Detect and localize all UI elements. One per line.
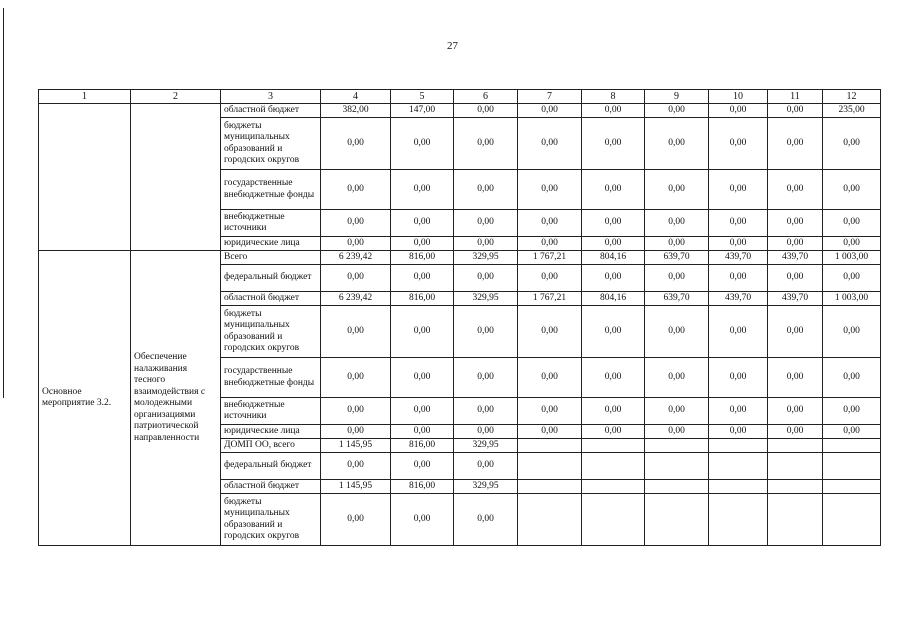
event-name-cell: Основное мероприятие 3.2. bbox=[39, 251, 131, 546]
funding-source-cell: федеральный бюджет bbox=[221, 265, 321, 292]
event-description-cell: Обеспечение налаживания тесного взаимодействия с молодежными организациями патриотической направленности bbox=[131, 251, 221, 546]
header-row bbox=[39, 90, 881, 104]
empty-cell bbox=[582, 480, 645, 494]
amount-cell: 0,00 bbox=[709, 210, 768, 237]
amount-cell: 0,00 bbox=[645, 210, 709, 237]
amount-cell: 0,00 bbox=[709, 425, 768, 439]
funding-source-cell: Всего bbox=[221, 251, 321, 265]
amount-cell: 1 003,00 bbox=[823, 251, 881, 265]
amount-cell: 804,16 bbox=[582, 292, 645, 306]
empty-cell bbox=[709, 480, 768, 494]
amount-cell: 0,00 bbox=[823, 398, 881, 425]
amount-cell: 329,95 bbox=[454, 292, 518, 306]
funding-source-cell: бюджеты муниципальных образований и городских округов bbox=[221, 494, 321, 546]
amount-cell: 0,00 bbox=[454, 494, 518, 546]
amount-cell: 0,00 bbox=[518, 265, 582, 292]
page-number: 27 bbox=[447, 40, 458, 52]
amount-cell: 0,00 bbox=[645, 425, 709, 439]
funding-source-cell: областной бюджет bbox=[221, 104, 321, 118]
amount-cell: 639,70 bbox=[645, 292, 709, 306]
amount-cell: 0,00 bbox=[321, 306, 391, 358]
amount-cell: 0,00 bbox=[582, 237, 645, 251]
amount-cell: 816,00 bbox=[391, 292, 454, 306]
empty-cell bbox=[823, 439, 881, 453]
amount-cell: 329,95 bbox=[454, 251, 518, 265]
amount-cell: 0,00 bbox=[768, 306, 823, 358]
funding-source-cell: федеральный бюджет bbox=[221, 453, 321, 480]
amount-cell: 0,00 bbox=[454, 237, 518, 251]
amount-cell: 0,00 bbox=[645, 237, 709, 251]
column-header: 7 bbox=[518, 90, 582, 104]
amount-cell: 0,00 bbox=[391, 494, 454, 546]
amount-cell: 0,00 bbox=[518, 358, 582, 398]
amount-cell: 0,00 bbox=[823, 237, 881, 251]
amount-cell: 0,00 bbox=[645, 358, 709, 398]
amount-cell: 0,00 bbox=[454, 398, 518, 425]
empty-cell bbox=[582, 453, 645, 480]
amount-cell: 0,00 bbox=[321, 398, 391, 425]
funding-source-cell: юридические лица bbox=[221, 425, 321, 439]
amount-cell: 439,70 bbox=[709, 292, 768, 306]
amount-cell: 439,70 bbox=[709, 251, 768, 265]
column-header: 2 bbox=[131, 90, 221, 104]
empty-cell bbox=[823, 453, 881, 480]
table-body bbox=[39, 104, 881, 546]
amount-cell: 0,00 bbox=[709, 265, 768, 292]
amount-cell: 816,00 bbox=[391, 439, 454, 453]
funding-source-cell: внебюджетные источники bbox=[221, 210, 321, 237]
amount-cell: 0,00 bbox=[709, 398, 768, 425]
amount-cell: 0,00 bbox=[454, 265, 518, 292]
amount-cell: 0,00 bbox=[321, 494, 391, 546]
column-header: 10 bbox=[709, 90, 768, 104]
amount-cell: 0,00 bbox=[582, 118, 645, 170]
amount-cell: 0,00 bbox=[768, 104, 823, 118]
amount-cell: 0,00 bbox=[518, 237, 582, 251]
amount-cell: 804,16 bbox=[582, 251, 645, 265]
amount-cell: 0,00 bbox=[768, 425, 823, 439]
amount-cell: 0,00 bbox=[454, 104, 518, 118]
amount-cell: 0,00 bbox=[391, 358, 454, 398]
amount-cell: 6 239,42 bbox=[321, 251, 391, 265]
amount-cell: 0,00 bbox=[823, 118, 881, 170]
amount-cell: 1 003,00 bbox=[823, 292, 881, 306]
funding-source-cell: внебюджетные источники bbox=[221, 398, 321, 425]
amount-cell: 0,00 bbox=[518, 210, 582, 237]
column-header: 11 bbox=[768, 90, 823, 104]
empty-cell bbox=[823, 494, 881, 546]
amount-cell: 439,70 bbox=[768, 292, 823, 306]
amount-cell: 0,00 bbox=[768, 358, 823, 398]
amount-cell: 0,00 bbox=[321, 118, 391, 170]
amount-cell: 0,00 bbox=[391, 425, 454, 439]
amount-cell: 0,00 bbox=[823, 358, 881, 398]
amount-cell: 0,00 bbox=[391, 237, 454, 251]
amount-cell: 0,00 bbox=[768, 118, 823, 170]
amount-cell: 0,00 bbox=[582, 170, 645, 210]
amount-cell: 0,00 bbox=[582, 425, 645, 439]
amount-cell: 0,00 bbox=[518, 170, 582, 210]
table-row bbox=[39, 251, 881, 265]
empty-cell bbox=[645, 494, 709, 546]
empty-cell bbox=[823, 480, 881, 494]
amount-cell: 0,00 bbox=[391, 118, 454, 170]
column-header: 6 bbox=[454, 90, 518, 104]
amount-cell: 0,00 bbox=[768, 398, 823, 425]
amount-cell: 0,00 bbox=[321, 170, 391, 210]
empty-cell bbox=[518, 480, 582, 494]
amount-cell: 0,00 bbox=[391, 398, 454, 425]
empty-cell bbox=[645, 453, 709, 480]
amount-cell: 0,00 bbox=[518, 306, 582, 358]
amount-cell: 0,00 bbox=[823, 210, 881, 237]
left-margin-line bbox=[3, 8, 4, 398]
empty-cell bbox=[518, 439, 582, 453]
funding-source-cell: государственные внебюджетные фонды bbox=[221, 358, 321, 398]
budget-table bbox=[38, 89, 881, 546]
amount-cell: 0,00 bbox=[582, 398, 645, 425]
amount-cell: 147,00 bbox=[391, 104, 454, 118]
column-header: 5 bbox=[391, 90, 454, 104]
amount-cell: 0,00 bbox=[454, 170, 518, 210]
amount-cell: 0,00 bbox=[582, 210, 645, 237]
amount-cell: 0,00 bbox=[645, 170, 709, 210]
amount-cell: 0,00 bbox=[391, 306, 454, 358]
amount-cell: 1 145,95 bbox=[321, 439, 391, 453]
amount-cell: 0,00 bbox=[768, 210, 823, 237]
empty-cell bbox=[518, 453, 582, 480]
amount-cell: 0,00 bbox=[321, 237, 391, 251]
column-header: 9 bbox=[645, 90, 709, 104]
amount-cell: 0,00 bbox=[645, 118, 709, 170]
amount-cell: 0,00 bbox=[709, 104, 768, 118]
funding-source-cell: ДОМП ОО, всего bbox=[221, 439, 321, 453]
empty-cell bbox=[582, 494, 645, 546]
amount-cell: 0,00 bbox=[391, 453, 454, 480]
empty-cell bbox=[768, 494, 823, 546]
amount-cell: 0,00 bbox=[823, 170, 881, 210]
amount-cell: 0,00 bbox=[454, 210, 518, 237]
empty-cell bbox=[709, 453, 768, 480]
amount-cell: 0,00 bbox=[321, 425, 391, 439]
empty-cell bbox=[768, 453, 823, 480]
column-header: 8 bbox=[582, 90, 645, 104]
amount-cell: 0,00 bbox=[391, 265, 454, 292]
amount-cell: 439,70 bbox=[768, 251, 823, 265]
funding-source-cell: областной бюджет bbox=[221, 480, 321, 494]
funding-source-cell: государственные внебюджетные фонды bbox=[221, 170, 321, 210]
amount-cell: 0,00 bbox=[709, 170, 768, 210]
event-name-cell bbox=[39, 104, 131, 251]
amount-cell: 0,00 bbox=[645, 398, 709, 425]
amount-cell: 639,70 bbox=[645, 251, 709, 265]
funding-source-cell: бюджеты муниципальных образований и городских округов bbox=[221, 306, 321, 358]
amount-cell: 0,00 bbox=[709, 118, 768, 170]
amount-cell: 6 239,42 bbox=[321, 292, 391, 306]
amount-cell: 0,00 bbox=[454, 306, 518, 358]
amount-cell: 0,00 bbox=[391, 210, 454, 237]
empty-cell bbox=[518, 494, 582, 546]
empty-cell bbox=[645, 439, 709, 453]
amount-cell: 0,00 bbox=[768, 265, 823, 292]
amount-cell: 0,00 bbox=[518, 104, 582, 118]
amount-cell: 329,95 bbox=[454, 439, 518, 453]
amount-cell: 0,00 bbox=[582, 306, 645, 358]
amount-cell: 0,00 bbox=[768, 170, 823, 210]
column-header: 1 bbox=[39, 90, 131, 104]
amount-cell: 382,00 bbox=[321, 104, 391, 118]
amount-cell: 0,00 bbox=[391, 170, 454, 210]
amount-cell: 0,00 bbox=[768, 237, 823, 251]
amount-cell: 1 767,21 bbox=[518, 251, 582, 265]
amount-cell: 0,00 bbox=[823, 425, 881, 439]
amount-cell: 0,00 bbox=[582, 265, 645, 292]
amount-cell: 0,00 bbox=[582, 358, 645, 398]
amount-cell: 0,00 bbox=[709, 306, 768, 358]
amount-cell: 0,00 bbox=[518, 425, 582, 439]
amount-cell: 0,00 bbox=[823, 306, 881, 358]
empty-cell bbox=[768, 439, 823, 453]
amount-cell: 0,00 bbox=[454, 425, 518, 439]
amount-cell: 0,00 bbox=[645, 265, 709, 292]
funding-source-cell: областной бюджет bbox=[221, 292, 321, 306]
amount-cell: 329,95 bbox=[454, 480, 518, 494]
empty-cell bbox=[768, 480, 823, 494]
table-row bbox=[39, 104, 881, 118]
column-header: 12 bbox=[823, 90, 881, 104]
empty-cell bbox=[582, 439, 645, 453]
amount-cell: 0,00 bbox=[823, 265, 881, 292]
amount-cell: 0,00 bbox=[518, 118, 582, 170]
amount-cell: 0,00 bbox=[454, 118, 518, 170]
amount-cell: 0,00 bbox=[645, 104, 709, 118]
amount-cell: 0,00 bbox=[709, 237, 768, 251]
amount-cell: 1 145,95 bbox=[321, 480, 391, 494]
amount-cell: 816,00 bbox=[391, 251, 454, 265]
column-header: 4 bbox=[321, 90, 391, 104]
amount-cell: 0,00 bbox=[709, 358, 768, 398]
amount-cell: 235,00 bbox=[823, 104, 881, 118]
amount-cell: 0,00 bbox=[321, 265, 391, 292]
column-header: 3 bbox=[221, 90, 321, 104]
empty-cell bbox=[645, 480, 709, 494]
amount-cell: 0,00 bbox=[518, 398, 582, 425]
amount-cell: 0,00 bbox=[321, 453, 391, 480]
amount-cell: 816,00 bbox=[391, 480, 454, 494]
empty-cell bbox=[709, 439, 768, 453]
amount-cell: 0,00 bbox=[321, 210, 391, 237]
amount-cell: 0,00 bbox=[454, 358, 518, 398]
amount-cell: 0,00 bbox=[321, 358, 391, 398]
event-description-cell bbox=[131, 104, 221, 251]
funding-source-cell: юридические лица bbox=[221, 237, 321, 251]
amount-cell: 1 767,21 bbox=[518, 292, 582, 306]
amount-cell: 0,00 bbox=[454, 453, 518, 480]
amount-cell: 0,00 bbox=[582, 104, 645, 118]
empty-cell bbox=[709, 494, 768, 546]
funding-source-cell: бюджеты муниципальных образований и городских округов bbox=[221, 118, 321, 170]
amount-cell: 0,00 bbox=[645, 306, 709, 358]
